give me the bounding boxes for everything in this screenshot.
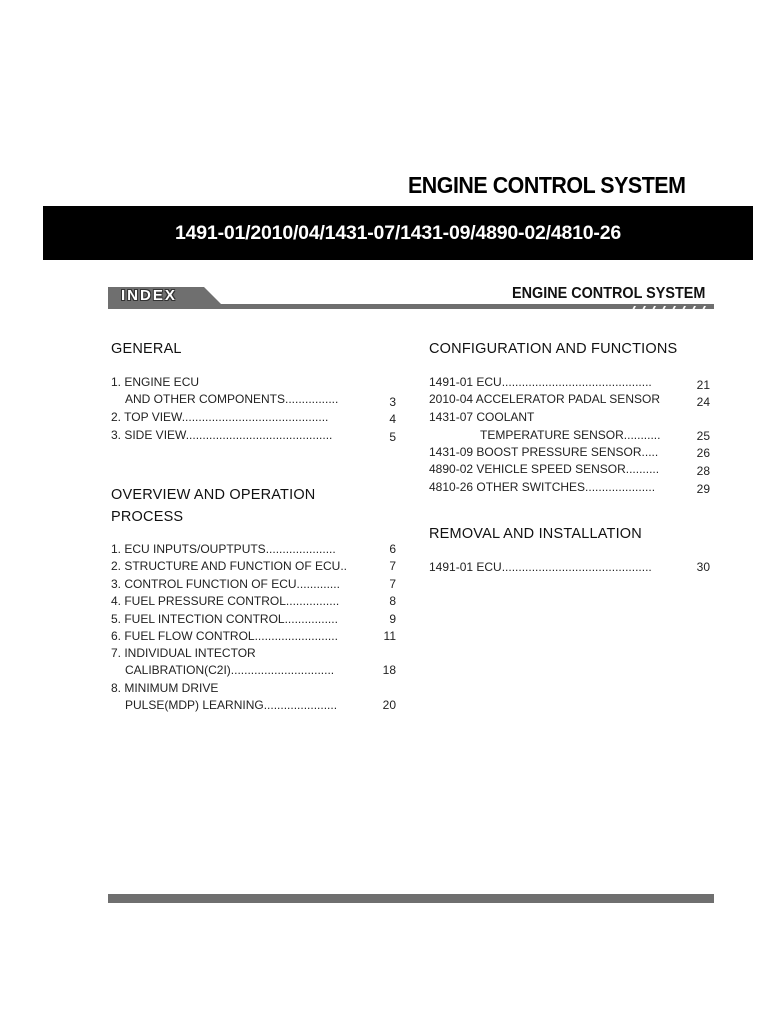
toc-entry[interactable]: 3. CONTROL FUNCTION OF ECU............. [111,577,340,591]
toc-entry[interactable]: 6. FUEL FLOW CONTROL......................... [111,629,338,643]
toc-page-number: 11 [383,629,396,643]
toc-page-number: 24 [696,395,710,409]
toc-page-number: 7 [389,559,396,573]
toc-page-number: 4 [389,412,396,426]
section-heading-overview-line2: PROCESS [111,509,184,525]
toc-entry[interactable]: AND OTHER COMPONENTS................ [125,392,339,406]
page-title: ENGINE CONTROL SYSTEM [408,172,686,198]
toc-page-number: 7 [389,577,396,591]
toc-entry[interactable]: 3. SIDE VIEW............................................ [111,428,333,442]
toc-entry[interactable]: 2010-04 ACCELERATOR PADAL SENSOR [429,392,660,406]
section-codes: 1491-01/2010/04/1431-07/1431-09/4890-02/4810-26 [175,222,621,244]
toc-page-number: 8 [389,594,396,608]
toc-entry[interactable]: 2. TOP VIEW............................................ [111,410,329,424]
toc-page-number: 26 [696,446,710,460]
toc-entry[interactable]: 1491-01 ECU............................................. [429,375,652,389]
toc-entry[interactable]: CALIBRATION(C2I)............................... [125,663,335,677]
toc-entry[interactable]: 5. FUEL INTECTION CONTROL................ [111,612,338,626]
toc-entry[interactable]: 1. ENGINE ECU [111,375,200,389]
toc-page-number: 30 [696,560,710,574]
toc-entry[interactable]: TEMPERATURE SENSOR........... [480,428,661,442]
toc-entry[interactable]: 2. STRUCTURE AND FUNCTION OF ECU.. [111,559,348,573]
toc-entry[interactable]: 7. INDIVIDUAL INTECTOR [111,646,256,660]
toc-page-number: 20 [382,698,396,712]
toc-entry[interactable]: 1431-09 BOOST PRESSURE SENSOR..... [429,445,659,459]
footer-bar [108,894,714,903]
toc-entry[interactable]: PULSE(MDP) LEARNING...................... [125,698,338,712]
index-tab-label: INDEX [121,287,177,304]
toc-entry[interactable]: 1. ECU INPUTS/OUPTPUTS..................... [111,542,336,556]
index-bar-title: ENGINE CONTROL SYSTEM [512,285,706,302]
toc-entry[interactable]: 4810-26 OTHER SWITCHES..................... [429,480,656,494]
toc-page-number: 28 [696,464,710,478]
toc-entry[interactable]: 8. MINIMUM DRIVE [111,681,219,695]
toc-page-number: 29 [696,482,710,496]
section-heading-overview: OVERVIEW AND OPERATION [111,487,316,503]
section-heading-removal: REMOVAL AND INSTALLATION [429,526,642,542]
toc-page-number: 6 [389,542,396,556]
section-heading-general: GENERAL [111,341,182,357]
toc-page-number: 25 [696,429,710,443]
toc-page-number: 3 [389,395,396,409]
toc-page-number: 21 [696,378,710,392]
toc-entry[interactable]: 4. FUEL PRESSURE CONTROL................ [111,594,340,608]
toc-entry[interactable]: 4890-02 VEHICLE SPEED SENSOR.......... [429,462,660,476]
toc-page-number: 5 [389,430,396,444]
decorative-stripes [628,306,714,314]
toc-page-number: 9 [389,612,396,626]
toc-entry[interactable]: 1431-07 COOLANT [429,410,535,424]
toc-entry[interactable]: 1491-01 ECU............................................. [429,560,652,574]
section-heading-configuration: CONFIGURATION AND FUNCTIONS [429,341,678,357]
toc-page-number: 18 [382,663,396,677]
